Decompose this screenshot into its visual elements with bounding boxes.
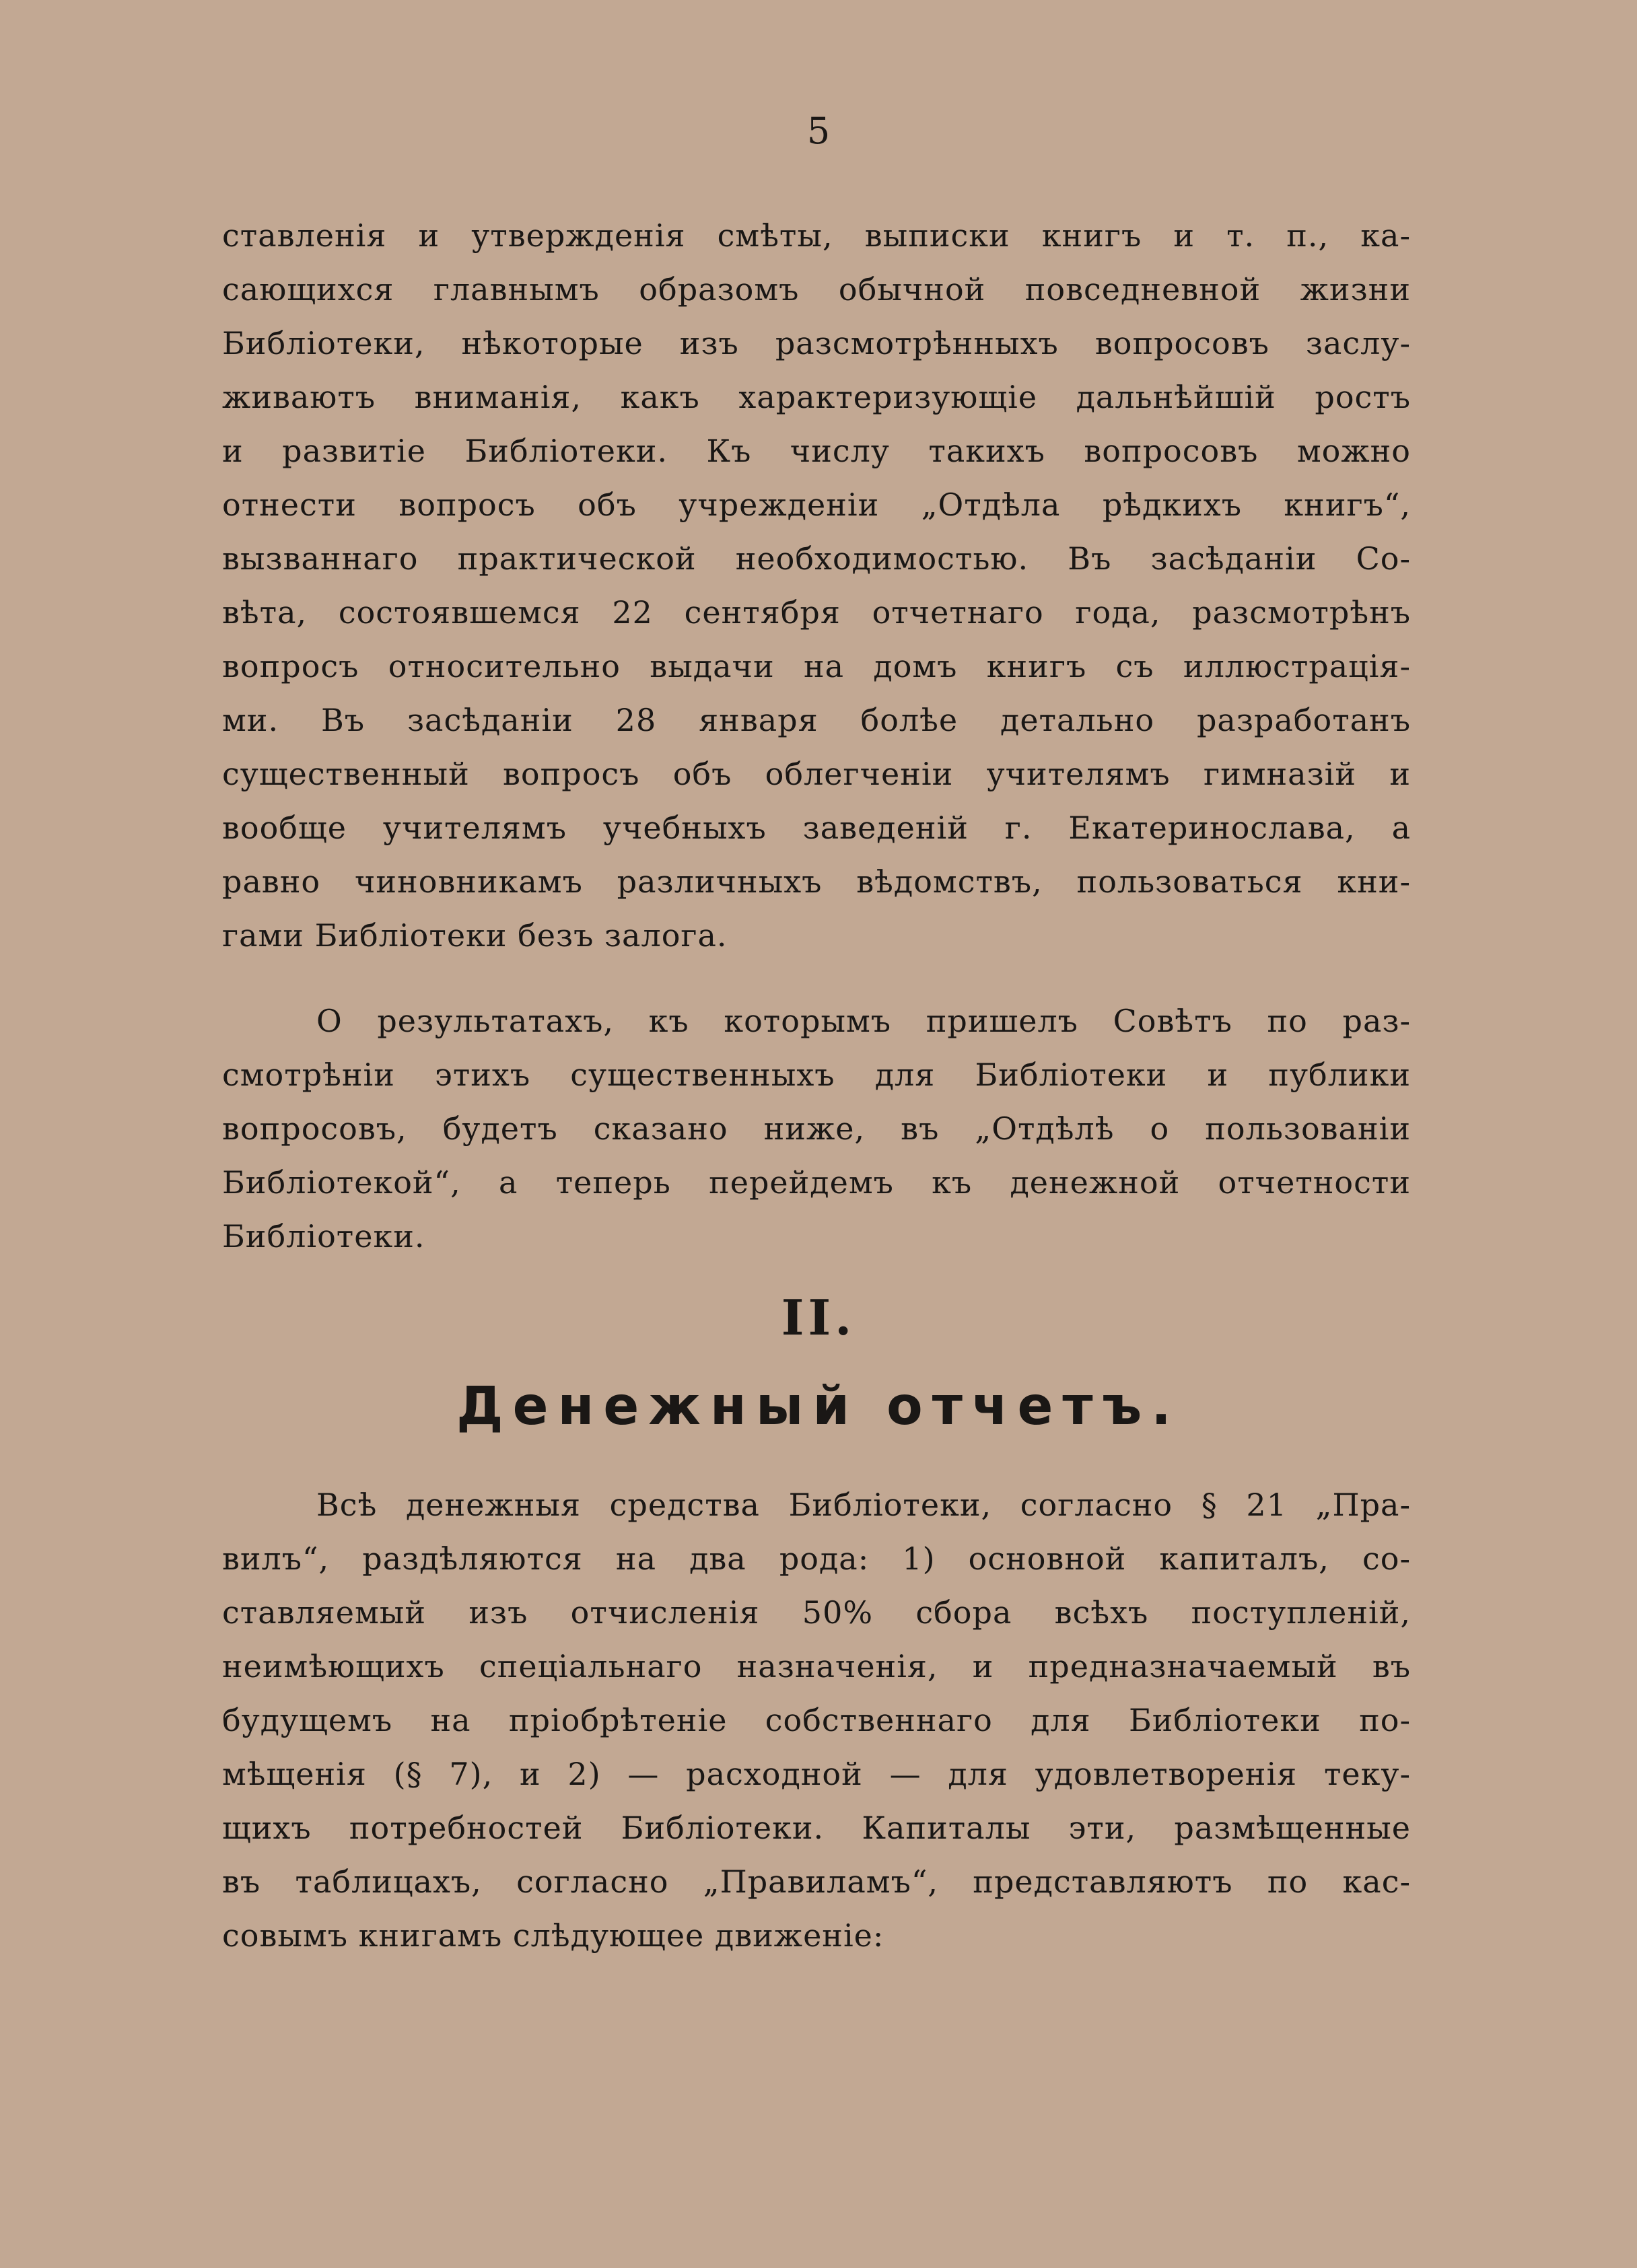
- text-line: О результатахъ, къ которымъ пришелъ Совѣтъ по раз-: [316, 1003, 1411, 1039]
- section-title: Денежный отчетъ.: [456, 1376, 1181, 1437]
- text-line: будущемъ на пріобрѣтеніе собственнаго для Библіотеки по-: [222, 1702, 1411, 1738]
- text-line: въ таблицахъ, согласно „Правиламъ“, представляютъ по кас-: [222, 1864, 1411, 1900]
- text-line: ми. Въ засѣданіи 28 января болѣе детально разработанъ: [222, 702, 1411, 738]
- text-line: неимѣющихъ спеціальнаго назначенія, и предназначаемый въ: [222, 1648, 1411, 1685]
- paragraph-council-questions: [222, 209, 1411, 962]
- page-number: 5: [806, 110, 831, 152]
- text-line: вопросовъ, будетъ сказано ниже, въ „Отдѣлѣ о пользованіи: [222, 1110, 1411, 1147]
- text-line: вызваннаго практической необходимостью. Въ засѣданіи Со-: [222, 540, 1411, 577]
- text-line: вѣта, состоявшемся 22 сентября отчетнаго года, разсмотрѣнъ: [222, 594, 1411, 631]
- text-line: живаютъ вниманія, какъ характеризующіе дальнѣйшій ростъ: [222, 379, 1411, 415]
- text-line: вопросъ относительно выдачи на домъ книгъ съ иллюстрація-: [222, 648, 1411, 684]
- text-line: Всѣ денежныя средства Библіотеки, согласно § 21 „Пра-: [316, 1487, 1411, 1523]
- text-line: Библіотекой“, а теперь перейдемъ къ денежной отчетности: [222, 1164, 1411, 1201]
- paragraph-results: [222, 994, 1411, 1263]
- text-line: существенный вопросъ объ облегченіи учителямъ гимназій и: [222, 756, 1411, 792]
- text-line: совымъ книгамъ слѣдующее движеніе:: [222, 1917, 884, 1954]
- text-line: ставляемый изъ отчисленія 50% сбора всѣхъ поступленій,: [222, 1594, 1411, 1631]
- paragraph-funds: [222, 1478, 1411, 1962]
- text-line: Библіотеки, нѣкоторые изъ разсмотрѣнныхъ вопросовъ заслу-: [222, 325, 1411, 361]
- text-line: щихъ потребностей Библіотеки. Капиталы эти, размѣщенные: [222, 1810, 1411, 1846]
- text-line: вилъ“, раздѣляются на два рода: 1) основной капиталъ, со-: [222, 1540, 1411, 1577]
- text-line: ставленія и утвержденія смѣты, выписки книгъ и т. п., ка-: [222, 217, 1411, 254]
- text-line: гами Библіотеки безъ залога.: [222, 917, 728, 954]
- text-line: мѣщенія (§ 7), и 2) — расходной — для удовлетворенія теку-: [222, 1756, 1411, 1792]
- text-line: Библіотеки.: [222, 1218, 425, 1254]
- text-line: вообще учителямъ учебныхъ заведеній г. Екатеринослава, а: [222, 810, 1411, 846]
- text-line: сающихся главнымъ образомъ обычной повседневной жизни: [222, 271, 1411, 308]
- text-line: и развитіе Библіотеки. Къ числу такихъ вопросовъ можно: [222, 433, 1411, 469]
- text-line: смотрѣніи этихъ существенныхъ для Библіотеки и публики: [222, 1057, 1411, 1093]
- text-line: отнести вопросъ объ учрежденіи „Отдѣла рѣдкихъ книгъ“,: [222, 487, 1411, 523]
- section-number: II.: [781, 1289, 856, 1346]
- text-line: равно чиновникамъ различныхъ вѣдомствъ, пользоваться кни-: [222, 863, 1411, 900]
